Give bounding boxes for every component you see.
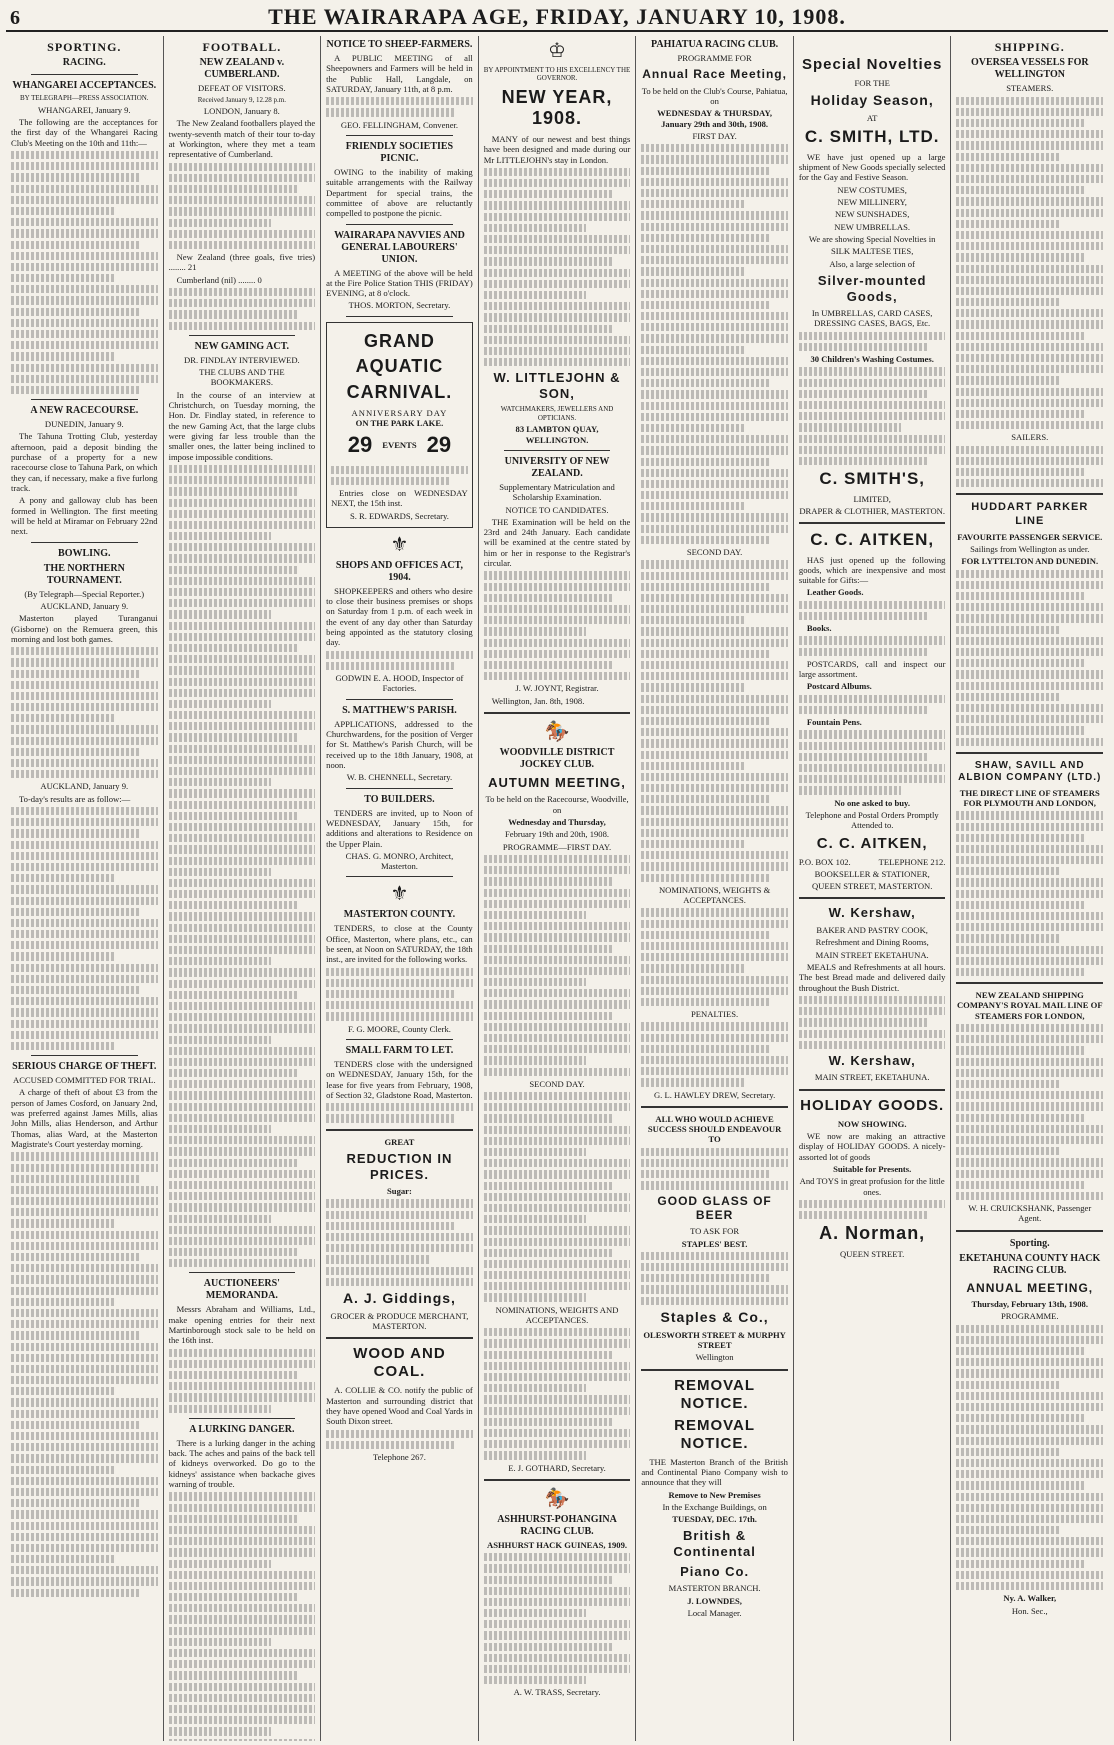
ad-text: And TOYS in great profusion for the little ones. [799, 1176, 945, 1197]
crest-icon: ⚜ [390, 883, 409, 906]
horse-racing-icon: 🏇 [544, 720, 570, 743]
article-text: Messrs Abraham and Williams, Ltd., make opening entries for their next Martinborough stock sale to be held on the 16th inst. [168, 1304, 316, 1346]
page-number: 6 [10, 7, 20, 29]
ad-address: 83 LAMBTON QUAY, WELLINGTON. [515, 424, 599, 445]
ad-title: Special Novelties [801, 56, 943, 73]
ad-title: A. Norman, [819, 1223, 926, 1244]
notice-subheading: ASHHURST HACK GUINEAS, 1909. [487, 1539, 628, 1550]
dateline: LONDON, January 8. [203, 106, 280, 117]
ad-title: NEW ZEALAND SHIPPING COMPANY'S ROYAL MAIL LINE OF STEAMERS FOR LONDON, [956, 990, 1103, 1021]
ad-text: Also, a large selection of [829, 258, 915, 269]
ad-location: ON THE PARK LAKE. [355, 417, 444, 428]
dateline: AUCKLAND, January 9. [40, 781, 129, 792]
masthead [6, 4, 1108, 32]
ad-address: Wellington [695, 1352, 734, 1363]
ad-title: Annual Race Meeting, [642, 67, 787, 82]
notice-heading: EKETAHUNA COUNTY HACK RACING CLUB. [959, 1252, 1101, 1276]
ad-title: REMOVAL NOTICE. [674, 1416, 756, 1452]
ad-list-item: NEW SUNSHADES, [835, 209, 910, 220]
ad-signature: J. LOWNDES, [687, 1595, 742, 1606]
article-text: The New Zealand footballers played the twenty-seventh match of their tour to-day at Workington, where they met a team representative of Cumberland. [168, 118, 316, 160]
ad-subtitle: AT [866, 113, 878, 124]
notice-text: A PUBLIC MEETING of all Sheepowners and Farmers will be held in the Public Hall, Langdale, on SATURDAY, January 11th, at 8 p.m. [326, 53, 473, 94]
ad-title: C. C. AITKEN, [816, 834, 928, 852]
article-text: A charge of theft of about £3 from the person of James Cosford, on January 2nd, was preferred against James Mills, alias John Mills, alias Henderson, and Arthur Thomas, alias Ward, at the Masterton Magistrate's Court yesterday morning. [11, 1087, 158, 1150]
article-heading: AUCTIONEERS' MEMORANDA. [203, 1278, 280, 1302]
notice-heading: PAHIATUA RACING CLUB. [651, 39, 779, 50]
notice-dates: Thursday, February 13th, 1908. [971, 1299, 1089, 1310]
ad-subtitle: TO ASK FOR [690, 1226, 740, 1237]
crest-icon: ⚜ [390, 533, 409, 556]
section-heading-sporting: Sporting. [1009, 1237, 1050, 1249]
article-text: Masterton played Turanganui (Gisborne) on the Remuera green, this morning and lost both games. [11, 613, 158, 644]
ad-title: British & Continental [673, 1528, 756, 1560]
notice-signature: GODWIN E. A. HOOD, Inspector of Factories. [335, 673, 464, 694]
programme-heading: SECOND DAY. [686, 547, 743, 558]
notice-text: SHOPKEEPERS and others who desire to close their business premises or shops on Saturday from 1 p.m. of each week in the event of any day other than Saturday being appointed as the statutory closing day. [326, 585, 473, 648]
notice-heading: WOODVILLE DISTRICT JOCKEY CLUB. [499, 746, 615, 770]
article-subheading: SAILERS. [1011, 432, 1049, 443]
column-jeweller-racing [479, 36, 637, 1741]
ad-text: A. COLLIE & CO. notify the public of Masterton and surrounding district that they have opened Wood and Coal Yards in South Dixon street. [326, 1385, 473, 1427]
article-text: A pony and galloway club has been formed in Wellington. The first meeting will be held at Miramar on February 22nd next. [11, 495, 158, 537]
notice-signature: Hon. Sec., [1011, 1605, 1048, 1616]
notice-date: Wellington, Jan. 8th, 1908. [491, 695, 585, 706]
ad-signature: W. H. CRUICKSHANK, Passenger Agent. [968, 1203, 1092, 1224]
article-subheading: DEFEAT OF VISITORS. [198, 83, 286, 94]
ad-title: GRAND [363, 330, 435, 351]
notice-dates: WEDNESDAY & THURSDAY, January 29th and 30th, 1908. [657, 108, 773, 129]
notice-text: TENDERS close with the undersigned on WEDNESDAY, January 15th, for the lease for five years from February, 1908, of Section 32, Gladstone Road, Masterton. [326, 1058, 473, 1100]
ad-text: We are showing Special Novelties in [808, 234, 936, 244]
ad-subtitle: BAKER AND PASTRY COOK, [816, 925, 928, 936]
events-count: 29 [347, 432, 373, 458]
section-heading-sporting: SPORTING. [47, 40, 122, 54]
ad-item-heading: Fountain Pens. [806, 717, 862, 728]
column-sporting [6, 36, 164, 1741]
ad-signature: S. R. EDWARDS, Secretary. [349, 510, 449, 521]
notice-subheading: NOTICE TO CANDIDATES. [505, 504, 609, 515]
ad-address: QUEEN STREET, MASTERTON. [811, 881, 933, 892]
events-count: 29 [426, 432, 452, 458]
notice-signature: CHAS. G. MONRO, Architect, Masterton. [345, 850, 454, 872]
ad-subtitle: No one asked to buy. [834, 797, 911, 808]
ad-title: C. SMITH, LTD. [804, 127, 940, 147]
article-text: In the course of an interview at Christchurch, on Tuesday morning, the Hon. Dr. Findlay stated, in reference to the new Gaming Act, that the large clubs were giving far less trouble than the smaller ones, the latter being inclined to impose impossible conditions. [168, 389, 316, 462]
horse-racing-icon: 🏇 [544, 1487, 570, 1510]
notice-dates: February 19th and 20th, 1908. [504, 829, 610, 840]
section-heading-football: FOOTBALL. [202, 40, 282, 54]
dateline: WHANGAREI, January 9. [37, 104, 131, 115]
ad-list-item: NEW MILLINERY, [837, 197, 907, 208]
ad-subtitle: LIMITED, [853, 493, 891, 504]
score-line: New Zealand (three goals, five tries) ........ 21 [168, 252, 316, 273]
notice-signature: GEO. FELLINGHAM, Convener. [340, 119, 459, 130]
notice-heading: UNIVERSITY OF NEW ZEALAND. [504, 455, 610, 479]
notice-subheading: Supplementary Matriculation and Scholarship Examination. [499, 481, 615, 503]
ad-text: HAS just opened up the following goods, which are inexpensive and most suitable for Gifts:— [798, 554, 946, 586]
dateline-note: (By Telegraph—Special Reporter.) [24, 588, 145, 599]
programme-heading: PROGRAMME—FIRST DAY. [502, 841, 612, 852]
ad-title: ANNUAL MEETING, [966, 1280, 1094, 1295]
ad-text: WE now are making an attractive display of HOLIDAY GOODS. A nicely-assorted lot of goods [798, 1131, 946, 1162]
ad-note: BY APPOINTMENT TO HIS EXCELLENCY THE GOVERNOR. [483, 66, 631, 83]
ad-title: Staples & Co., [660, 1308, 769, 1325]
notice-heading: NOTICE TO SHEEP-FARMERS. [326, 39, 473, 50]
notice-heading: WAIRARAPA NAVVIES AND GENERAL LABOURERS' UNION. [334, 229, 465, 265]
article-heading: WHANGAREI ACCEPTANCES. [12, 80, 157, 92]
ad-title: C. C. AITKEN, [810, 530, 935, 550]
newspaper-title: THE WAIRARAPA AGE, FRIDAY, JANUARY 10, 1908. [268, 4, 846, 29]
article-heading: OVERSEA VESSELS FOR WELLINGTON [970, 57, 1089, 81]
ad-subtitle: THE DIRECT LINE OF STEAMERS FOR PLYMOUTH AND LONDON, [959, 787, 1100, 809]
columns [6, 36, 1108, 1741]
ad-subtitle: Remove to New Premises [668, 1489, 761, 1500]
notice-heading: FRIENDLY SOCIETIES PICNIC. [345, 140, 454, 164]
ad-subtitle: BOOKSELLER & STATIONER, [814, 868, 930, 879]
ad-subtitle: DRAPER & CLOTHIER, MASTERTON. [799, 505, 946, 516]
ad-title: A. J. Giddings, [342, 1289, 456, 1306]
article-subheading: DR. FINDLAY INTERVIEWED. [184, 354, 300, 365]
notice-text: To be held on the Club's Course, Pahiatua, on [641, 85, 788, 107]
ad-text: In the Exchange Buildings, on [662, 1501, 767, 1512]
ad-title: Piano Co. [680, 1563, 750, 1579]
ad-title: HOLIDAY GOODS. [800, 1096, 945, 1114]
ad-text: Sailings from Wellington as under. [970, 544, 1090, 555]
ad-title: CARNIVAL. [346, 381, 453, 402]
ad-title: W. Kershaw, [828, 905, 916, 921]
ad-subtitle: NOW SHOWING. [837, 1118, 907, 1129]
notice-text: OWING to the inability of making suitable arrangements with the Railway Department for special trains, the committee of above are reluctantly compelled to postpone the picnic. [326, 166, 473, 219]
article-text: The following are the acceptances for the first day of the Whangarei Racing Club's Meeting on the 10th and 11th:— [11, 117, 158, 148]
article-text: There is a lurking danger in the aching back. The aches and pains of the back tell of kidneys overworked. Do go to the kidneys' assistance when backache gives warning of trouble. [168, 1437, 316, 1490]
article-heading: A LURKING DANGER. [189, 1423, 295, 1435]
notice-heading: ASHHURST-POHANGINA RACING CLUB. [497, 1513, 617, 1537]
ad-address: OLESWORTH STREET & MURPHY STREET [643, 1329, 786, 1350]
column-notices [321, 36, 479, 1741]
ad-list-item: In UMBRELLAS, CARD CASES, DRESSING CASES, BAGS, Etc. [811, 308, 933, 329]
ad-title: AQUATIC [355, 356, 444, 377]
dateline-note: Received January 9, 12.28 p.m. [197, 95, 286, 104]
ad-subtitle: Suitable for Presents. [833, 1164, 912, 1175]
ad-subtitle: STAPLES' BEST. [681, 1238, 748, 1249]
ad-contact: P.O. BOX 102. [798, 856, 851, 867]
royal-crest-icon: ♔ [548, 40, 566, 62]
notice-heading: TO BUILDERS. [364, 793, 435, 805]
ad-title: GREAT [384, 1136, 415, 1147]
notice-heading: MASTERTON COUNTY. [343, 909, 456, 921]
ad-title: GOOD GLASS OF BEER [657, 1193, 772, 1222]
notice-signature: E. J. GOTHARD, Secretary. [508, 1462, 606, 1473]
programme-heading: NOMINATIONS, WEIGHTS AND ACCEPTANCES. [495, 1304, 619, 1325]
ad-signature: Local Manager. [687, 1607, 742, 1618]
ad-subtitle: MASTERTON BRANCH. [668, 1583, 761, 1594]
article-subheading: STEAMERS. [1006, 83, 1054, 94]
notice-text: APPLICATIONS, addressed to the Churchwardens, for the position of Verger for St. Matthew's Parish Church, will be received up to the 18th January, 1908, at noon. [326, 718, 473, 770]
notice-text: TENDERS, to close at the County Office, Masterton, where plans, etc., can be seen, at Noon on SATURDAY, the 18th inst., are invited for the following works. [326, 923, 473, 965]
ad-title: SHAW, SAVILL AND ALBION COMPANY (LTD.) [958, 759, 1102, 783]
ad-item-heading: Leather Goods. [806, 587, 864, 598]
score-line: Cumberland (nil) ........ 0 [176, 274, 262, 285]
ad-title: C. SMITH'S, [819, 469, 926, 489]
programme-heading: PENALTIES. [691, 1009, 739, 1020]
ad-item-heading: Postcard Albums. [806, 681, 872, 692]
ad-list-item: NEW UMBRELLAS. [834, 221, 911, 232]
notice-signature: W. B. CHENNELL, Secretary. [346, 772, 453, 783]
ad-title: WOOD AND COAL. [353, 1345, 446, 1381]
notice-heading: SHOPS AND OFFICES ACT, 1904. [335, 559, 463, 583]
article-heading: SERIOUS CHARGE OF THEFT. [12, 1061, 157, 1073]
dateline: AUCKLAND, January 9. [40, 600, 129, 611]
ad-subtitle: FOR LYTTELTON AND DUNEDIN. [961, 556, 1099, 567]
notice-text: THE Examination will be held on the 23rd and 24th January. Each candidate will be examined at the centre stated by him or her in response to the Registrar's circular. [483, 516, 631, 569]
notice-signature: F. G. MOORE, County Clerk. [347, 1023, 451, 1034]
notice-text: To be held on the Racecourse, Woodville, on [485, 794, 629, 815]
ad-subtitle: WATCHMAKERS, JEWELLERS AND OPTICIANS. [500, 405, 614, 422]
notice-signature: THOS. MORTON, Secretary. [348, 300, 451, 311]
ad-subtitle: Refreshment and Dining Rooms, [815, 937, 929, 948]
ad-text: THE Masterton Branch of the British and Continental Piano Company wish to announce that they will [641, 1456, 788, 1488]
ad-title: AUTUMN MEETING, [488, 774, 626, 790]
notice-text: TENDERS are invited, up to Noon of WEDNESDAY, January 15th, for additions and alterations to Residence on the Upper Plain. [326, 807, 473, 849]
ad-subtitle: ANNIVERSARY DAY [351, 407, 448, 418]
ad-subtitle: FAVOURITE PASSENGER SERVICE. [957, 531, 1103, 542]
notice-signature: A. W. TRASS, Secretary. [513, 1687, 601, 1698]
notice-heading: SMALL FARM TO LET. [345, 1044, 454, 1056]
ad-text: MANY of our newest and best things have been designed and made during our Mr LITTLEJOHN's stay in London. [483, 133, 631, 165]
programme-heading: NOMINATIONS, WEIGHTS & ACCEPTANCES. [658, 884, 771, 906]
column-shipping [951, 36, 1108, 1741]
notice-signature: J. W. JOYNT, Registrar. [515, 683, 599, 694]
ad-title: Holiday Season, [810, 92, 934, 109]
ad-subtitle: GROCER & PRODUCE MERCHANT, MASTERTON. [330, 1310, 469, 1332]
notice-signature: Ny. A. Walker, [1003, 1593, 1057, 1604]
ad-text: POSTCARDS, call and inspect our large assortment. [798, 658, 946, 680]
article-text: To-day's results are as follow:— [19, 793, 131, 804]
ad-list-item: SILK MALTESE TIES, [830, 246, 914, 257]
notice-text: A MEETING of the above will be held at the Fire Police Station THIS (FRIDAY) EVENING, at 8 o'clock. [326, 267, 473, 299]
subheading-racing: RACING. [62, 57, 106, 69]
ad-address: QUEEN STREET. [840, 1248, 905, 1259]
ad-subtitle: FOR THE [854, 78, 890, 88]
subheading-bowling: BOWLING. [58, 547, 111, 559]
dateline-note: BY TELEGRAPH—PRESS ASSOCIATION. [20, 94, 149, 103]
article-heading: NEW GAMING ACT. [194, 340, 290, 352]
dateline: DUNEDIN, January 9. [44, 419, 124, 430]
notice-signature: G. L. HAWLEY DREW, Secretary. [653, 1089, 776, 1100]
ad-subtitle: Sugar: [387, 1186, 412, 1197]
column-football [164, 36, 322, 1741]
ad-title: REMOVAL NOTICE. [674, 1376, 756, 1412]
article-heading: THE NORTHERN TOURNAMENT. [43, 562, 125, 586]
ad-address: MAIN STREET, EKETAHUNA. [814, 1072, 930, 1083]
ad-contact: Telephone 267. [373, 1451, 426, 1462]
ad-title: Silver-mounted Goods, [817, 272, 927, 304]
ad-text: MEALS and Refreshments at all hours. The best Bread made and delivered daily throughout the Bush District. [798, 962, 946, 993]
ad-title: REDUCTION IN PRICES. [346, 1150, 453, 1182]
ad-address: MAIN STREET EKETAHUNA. [815, 949, 929, 960]
programme-heading: FIRST DAY. [692, 130, 737, 141]
carnival-ad [326, 322, 473, 528]
ad-subtitle: 30 Children's Washing Costumes. [810, 354, 934, 365]
ad-title: W. LITTLEJOHN & SON, [493, 370, 621, 401]
section-heading-shipping: SHIPPING. [994, 40, 1065, 54]
ad-date: TUESDAY, DEC. 17th. [672, 1514, 757, 1525]
ad-text: Telephone and Postal Orders Promptly Attended to. [805, 809, 939, 831]
events-label: EVENTS [382, 440, 417, 451]
notice-dates: Wednesday and Thursday, [508, 817, 606, 828]
ad-item-heading: Books. [806, 623, 832, 634]
ad-text: WE have just opened up a large shipment of New Goods specially selected for the Gay and Festive Season. [798, 151, 946, 183]
ad-title: W. Kershaw, [828, 1052, 916, 1068]
article-heading: NEW ZEALAND v. CUMBERLAND. [199, 57, 285, 81]
notice-heading: S. MATTHEW'S PARISH. [342, 704, 457, 716]
column-pahiatua [636, 36, 794, 1741]
ad-contact: TELEPHONE 212. [878, 856, 946, 867]
column-shops [794, 36, 952, 1741]
article-subheading: THE CLUBS AND THE BOOKMAKERS. [199, 367, 285, 388]
article-heading: A NEW RACECOURSE. [30, 405, 139, 417]
ad-heading: ALL WHO WOULD ACHIEVE SUCCESS SHOULD ENDEAVOUR TO [647, 1113, 782, 1145]
article-subheading: ACCUSED COMMITTED FOR TRIAL. [12, 1075, 156, 1086]
ad-list-item: NEW COSTUMES, [837, 184, 907, 195]
programme-heading: PROGRAMME. [1000, 1311, 1059, 1322]
ad-title: HUDDART PARKER LINE [971, 501, 1089, 527]
article-text: The Tahuna Trotting Club, yesterday afternoon, paid a deposit binding the purchase of a property for a new racecourse close to Tahuna Park, on which they can, if necessary, make a five furlong track. [11, 431, 158, 494]
programme-heading: SECOND DAY. [529, 1078, 585, 1089]
notice-subheading: PROGRAMME FOR [677, 53, 752, 63]
ad-text: Entries close on WEDNESDAY NEXT, the 15th inst. [331, 487, 468, 509]
ad-title: NEW YEAR, 1908. [501, 86, 613, 129]
